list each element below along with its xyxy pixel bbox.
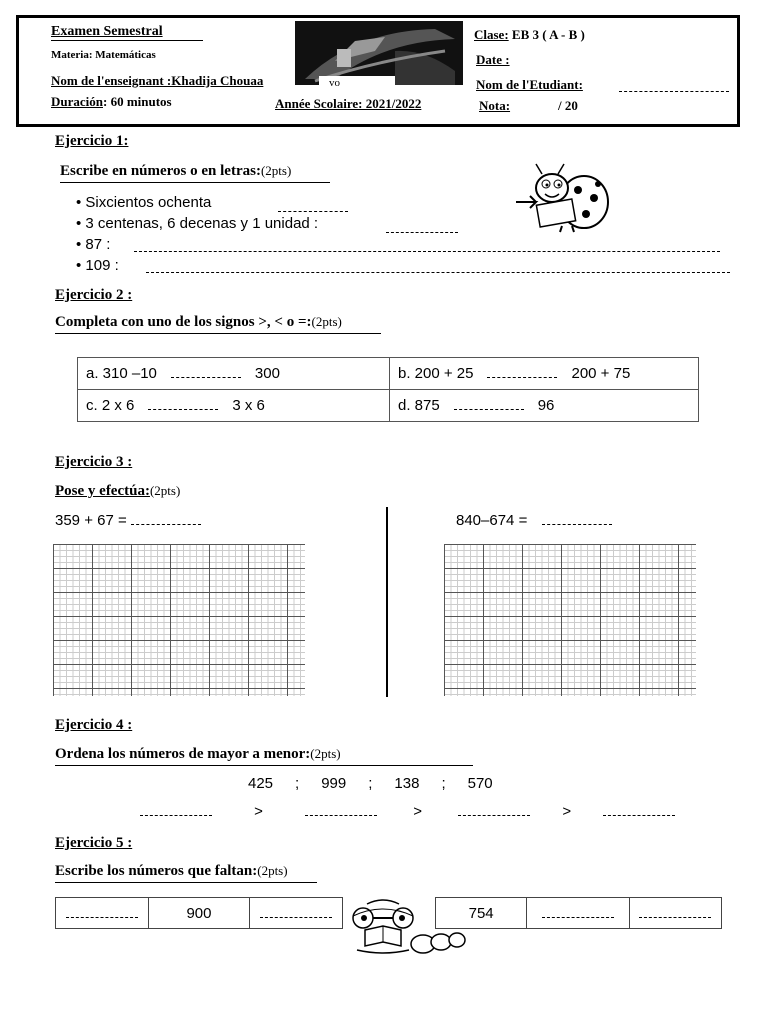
sequence-table-left [55, 897, 343, 929]
exercise-5-title: Ejercicio 5 : [55, 835, 133, 851]
instruction-underline [55, 765, 473, 766]
answer-blank-3[interactable] [134, 251, 720, 252]
answer-blank-4[interactable] [146, 272, 730, 273]
grid-workspace-1[interactable] [53, 544, 305, 696]
operation-2: 840–674 = [456, 512, 612, 529]
teacher-name: Nom de l'enseignant :Khadija Chouaa [51, 73, 264, 88]
logo-caption: vo [329, 77, 340, 89]
class: Clase: EB 3 ( A - B ) [474, 27, 585, 42]
answer-blank-2[interactable] [386, 232, 458, 233]
grade: Nota: / 20 [479, 98, 578, 113]
order-blank[interactable] [458, 815, 530, 816]
exam-title: Examen Semestral [51, 24, 163, 39]
comparison-cell: c. 2 x 6 3 x 6 [78, 390, 390, 422]
comparison-cell: b. 200 + 25 200 + 75 [390, 358, 699, 390]
exercise-1-instruction: Escribe en números o en letras:(2pts) [60, 163, 292, 179]
missing-number-cell[interactable] [250, 898, 343, 929]
comparison-table [77, 357, 699, 422]
instruction-underline [55, 882, 317, 883]
numbers-to-order: 425 ; 999 ; 138 ; 570 [248, 775, 493, 792]
subject: Materia: Matemáticas [51, 49, 156, 61]
missing-number-cell[interactable] [527, 898, 629, 929]
known-number-cell: 900 [148, 898, 250, 929]
missing-number-cell[interactable] [629, 898, 722, 929]
order-blank[interactable] [305, 815, 377, 816]
exercise-3-instruction: Pose y efectúa:(2pts) [55, 483, 181, 499]
exercise-4-title: Ejercicio 4 : [55, 717, 133, 733]
list-item: • 109 : [76, 257, 119, 274]
known-number-cell: 754 [436, 898, 527, 929]
missing-number-cell[interactable] [56, 898, 149, 929]
list-item: • 87 : [76, 236, 111, 253]
exercise-2-title: Ejercicio 2 : [55, 287, 133, 303]
exercise-1-list [76, 192, 318, 276]
duration: Duración: 60 minutos [51, 94, 172, 109]
exercise-1-title: Ejercicio 1: [55, 133, 129, 149]
instruction-underline [60, 182, 330, 183]
exercise-4-instruction: Ordena los números de mayor a menor:(2pts) [55, 746, 341, 762]
school-year: Année Scolaire: 2021/2022 [275, 96, 422, 111]
order-blank[interactable] [140, 815, 212, 816]
grid-workspace-2[interactable] [444, 544, 696, 696]
vertical-divider [386, 507, 388, 697]
list-item: • Sixcientos ochenta [76, 194, 212, 211]
exam-header [16, 15, 740, 127]
sign-blank[interactable] [171, 377, 241, 378]
sign-blank[interactable] [454, 409, 524, 410]
sign-blank[interactable] [487, 377, 557, 378]
student-label: Nom de l'Etudiant: [476, 77, 583, 92]
sign-blank[interactable] [148, 409, 218, 410]
date-label: Date : [476, 52, 510, 67]
exercise-2-instruction: Completa con uno de los signos >, < o =:(2pts) [55, 314, 342, 330]
result-blank[interactable] [131, 524, 201, 525]
comparison-cell: d. 875 96 [390, 390, 699, 422]
order-blank[interactable] [603, 815, 675, 816]
bookworm-illustration [343, 898, 469, 958]
exercise-3-title: Ejercicio 3 : [55, 454, 133, 470]
result-blank[interactable] [542, 524, 612, 525]
operation-1: 359 + 67 = [55, 512, 201, 529]
answer-blank-1[interactable] [278, 211, 348, 212]
comparison-cell: a. 310 –10 300 [78, 358, 390, 390]
ladybug-illustration [512, 162, 612, 234]
title-underline [51, 40, 203, 41]
student-name-blank[interactable] [619, 91, 729, 92]
ordering-row: > > > [140, 803, 675, 820]
sequence-table-right [435, 897, 722, 929]
instruction-underline [55, 333, 381, 334]
exercise-5-instruction: Escribe los números que faltan:(2pts) [55, 863, 288, 879]
list-item: • 3 centenas, 6 decenas y 1 unidad : [76, 215, 319, 232]
